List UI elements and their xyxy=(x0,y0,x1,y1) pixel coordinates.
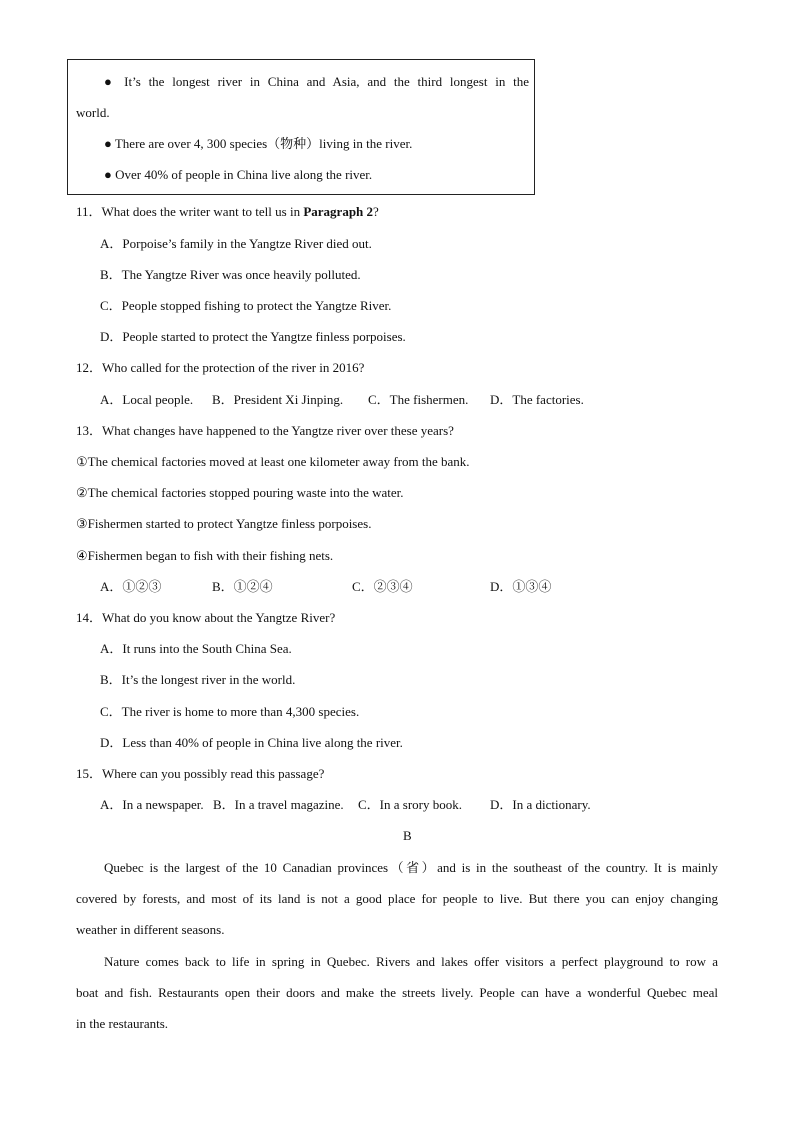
q12-option-b[interactable]: B．President Xi Jinping. xyxy=(212,392,344,407)
passage-b-p2-line2: boat and fish. Restaurants open their doors and make the streets lively. People can have a wonderful Quebec meal xyxy=(76,985,718,1000)
q15-option-c[interactable]: C．In a srory book. xyxy=(358,797,462,812)
passage-b-p2-line3: in the restaurants. xyxy=(76,1016,169,1031)
question-11-stem-post: ? xyxy=(373,204,379,219)
q12-option-d[interactable]: D．The factories. xyxy=(490,392,584,407)
info-bullet-3: ● Over 40% of people in China live along the river. xyxy=(104,167,373,182)
q13-option-a[interactable]: A．①②③ xyxy=(100,579,162,594)
q12-option-c[interactable]: C．The fishermen. xyxy=(368,392,469,407)
q11-option-a[interactable]: A．Porpoise’s family in the Yangtze River died out. xyxy=(100,236,372,251)
q13-option-b[interactable]: B．①②④ xyxy=(212,579,273,594)
question-15-stem: 15．Where can you possibly read this passage? xyxy=(76,766,325,781)
question-11-stem-pre: 11．What does the writer want to tell us in xyxy=(76,204,304,219)
info-bullet-2: ● There are over 4, 300 species（物种）living in the river. xyxy=(104,136,413,151)
passage-b-p1-line3: weather in different seasons. xyxy=(76,922,225,937)
q11-option-c[interactable]: C．People stopped fishing to protect the Yangtze River. xyxy=(100,298,392,313)
q13-statement-4: ④Fishermen began to fish with their fishing nets. xyxy=(76,548,334,563)
q13-option-d[interactable]: D．①③④ xyxy=(490,579,552,594)
q11-option-b[interactable]: B．The Yangtze River was once heavily polluted. xyxy=(100,267,361,282)
q14-option-b[interactable]: B．It’s the longest river in the world. xyxy=(100,672,296,687)
q13-option-c[interactable]: C．②③④ xyxy=(352,579,413,594)
question-13-stem: 13．What changes have happened to the Yangtze river over these years? xyxy=(76,423,454,438)
question-11-stem xyxy=(76,204,379,220)
question-12-stem: 12．Who called for the protection of the river in 2016? xyxy=(76,360,365,375)
question-14-stem: 14．What do you know about the Yangtze River? xyxy=(76,610,336,625)
passage-b-p1-line2: covered by forests, and most of its land is not a good place for people to live. But there you can enjoy changing xyxy=(76,891,718,906)
q14-option-d[interactable]: D．Less than 40% of people in China live along the river. xyxy=(100,735,403,750)
passage-b-p2-line1: Nature comes back to life in spring in Quebec. Rivers and lakes offer visitors a perfect playground to row a xyxy=(104,954,718,969)
question-11-stem-bold: Paragraph 2 xyxy=(303,204,374,219)
q11-option-d[interactable]: D．People started to protect the Yangtze finless porpoises. xyxy=(100,329,406,344)
q14-option-a[interactable]: A．It runs into the South China Sea. xyxy=(100,641,292,656)
info-bullet-1-cont: world. xyxy=(76,105,110,120)
q13-statement-1: ①The chemical factories moved at least one kilometer away from the bank. xyxy=(76,454,470,469)
q15-option-a[interactable]: A．In a newspaper. xyxy=(100,797,204,812)
q14-option-c[interactable]: C．The river is home to more than 4,300 species. xyxy=(100,704,360,719)
info-bullet-1: ● It’s the longest river in China and Asia, and the third longest in the xyxy=(104,74,529,89)
section-b-heading: B xyxy=(403,828,412,843)
q12-option-a[interactable]: A．Local people. xyxy=(100,392,194,407)
q15-option-b[interactable]: B．In a travel magazine. xyxy=(213,797,344,812)
q15-option-d[interactable]: D．In a dictionary. xyxy=(490,797,591,812)
passage-b-p1-line1: Quebec is the largest of the 10 Canadian provinces（省）and is in the southeast of the country. It is mainly xyxy=(104,860,718,875)
q13-statement-2: ②The chemical factories stopped pouring waste into the water. xyxy=(76,485,404,500)
q13-statement-3: ③Fishermen started to protect Yangtze finless porpoises. xyxy=(76,516,372,531)
